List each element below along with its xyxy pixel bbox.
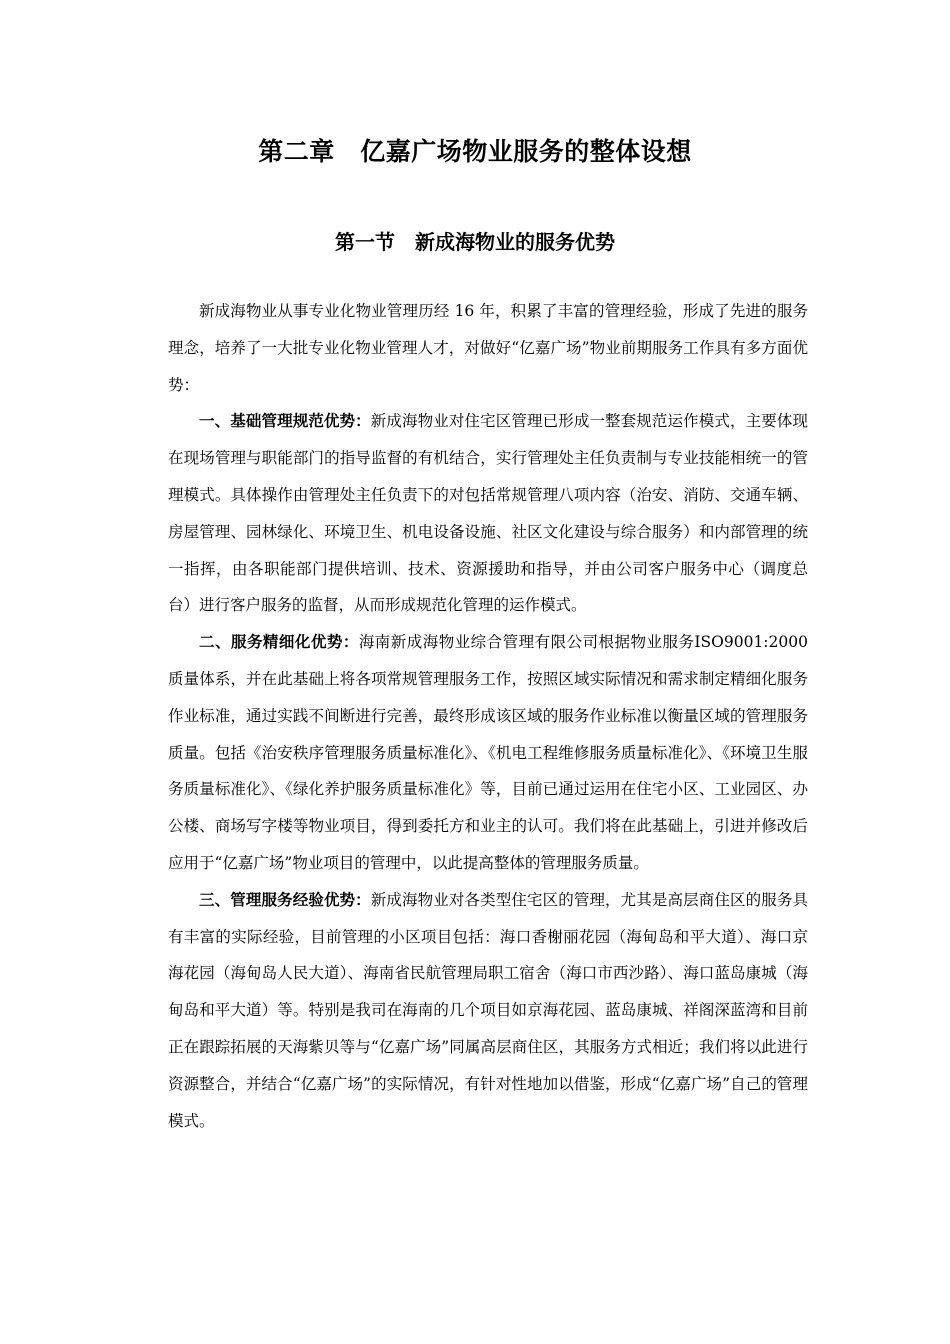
- point-heading-1: 一、基础管理规范优势：: [199, 412, 371, 431]
- point-paragraph-3: [168, 882, 808, 1140]
- body-text: [168, 293, 808, 1139]
- point-heading-2: 二、服务精细化优势：: [199, 633, 359, 652]
- section-title: 第一节 新成海物业的服务优势: [335, 230, 615, 254]
- point-text-1: 新成海物业对住宅区管理已形成一整套规范运作模式，主要体现在现场管理与职能部门的指导监督的有机结合，实行管理处主任负责制与专业技能相统一的管理模式。具体操作由管理处主任负责下的对包括常规管理八项内容（治安、消防、交通车辆、房屋管理、园林绿化、环境卫生、机电设备设施、社区文化建设与综合服务）和内部管理的统一指挥，由各职能部门提供培训、技术、资源援助和指导，并由公司客户服务中心（调度总台）进行客户服务的监督，从而形成规范化管理的运作模式。: [168, 412, 808, 615]
- point-heading-3: 三、管理服务经验优势：: [199, 890, 371, 909]
- point-text-2: 海南新成海物业综合管理有限公司根据物业服务ISO9001:2000质量体系，并在此基础上将各项常规管理服务工作，按照区域实际情况和需求制定精细化服务作业标准，通过实践不间断进行完善，最终形成该区域的服务作业标准以衡量区域的管理服务质量。包括《治安秩序管理服务质量标准化》、《机电工程维修服务质量标准化》、《环境卫生服务质量标准化》、《绿化养护服务质量标准化》等，目前已通过运用在住宅小区、工业园区、办公楼、商场写字楼等物业项目，得到委托方和业主的认可。我们将在此基础上，引进并修改后应用于“亿嘉广场”物业项目的管理中，以此提高整体的管理服务质量。: [168, 633, 808, 872]
- chapter-title: 第二章 亿嘉广场物业服务的整体设想: [258, 137, 692, 166]
- point-paragraph-2: [168, 624, 808, 882]
- point-paragraph-1: [168, 403, 808, 624]
- point-text-3: 新成海物业对各类型住宅区的管理，尤其是高层商住区的服务具有丰富的实际经验，目前管理的小区项目包括：海口香榭丽花园（海甸岛和平大道）、海口京海花园（海甸岛人民大道）、海南省民航管理局职工宿舍（海口市西沙路）、海口蓝岛康城（海甸岛和平大道）等。特别是我司在海南的几个项目如京海花园、蓝岛康城、祥阁深蓝湾和目前正在跟踪拓展的天海紫贝等与“亿嘉广场”同属高层商住区，其服务方式相近；我们将以此进行资源整合，并结合“亿嘉广场”的实际情况，有针对性地加以借鉴，形成“亿嘉广场”自己的管理模式。: [168, 890, 808, 1130]
- intro-paragraph: 新成海物业从事专业化物业管理历经 16 年，积累了丰富的管理经验，形成了先进的服务理念，培养了一大批专业化物业管理人才，对做好“亿嘉广场”物业前期服务工作具有多方面优势：: [168, 302, 808, 394]
